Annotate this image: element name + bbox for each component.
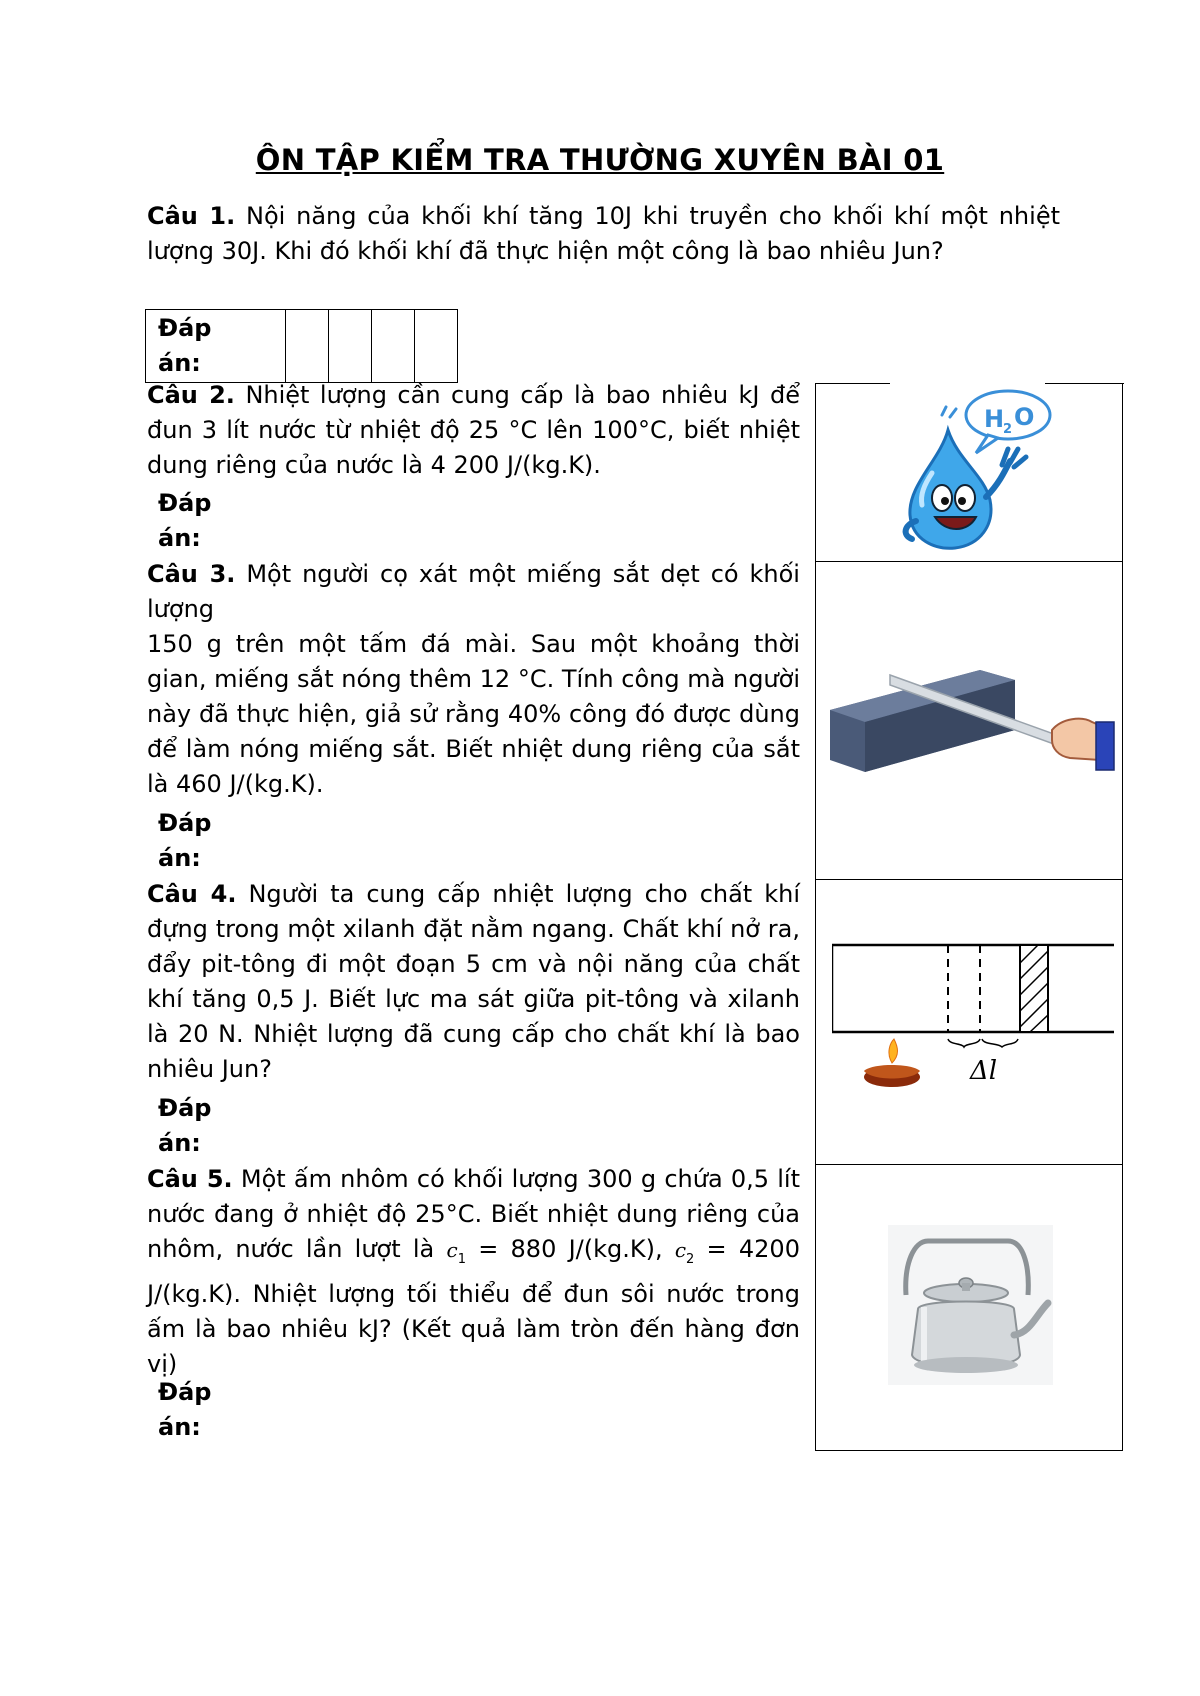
answer-label-3	[158, 806, 211, 876]
question-3-label: Câu 3.	[147, 560, 236, 588]
answer-label-line1: Đáp	[158, 314, 212, 342]
c1-symbol: c	[446, 1238, 458, 1262]
answer-box-2[interactable]	[329, 310, 372, 383]
question-2-label: Câu 2.	[147, 381, 235, 409]
answer-label-2-line2: án:	[158, 524, 201, 552]
c2-subscript: 2	[686, 1251, 695, 1267]
answer-box-4[interactable]	[415, 310, 458, 383]
answer-grid-1	[145, 309, 458, 383]
question-2-text: Nhiệt lượng cần cung cấp là bao nhiêu kJ để đun 3 lít nước từ nhiệt độ 25 °C lên 100°C, biết nhiệt dung riêng của nước là 4 200 J/(kg.K).	[147, 381, 800, 479]
answer-label-4	[158, 1091, 211, 1161]
question-1-text: Nội năng của khối khí tăng 10J khi truyền cho khối khí một nhiệt lượng 30J. Khi đó khối khí đã thực hiện một công là bao nhiêu Jun?	[147, 202, 1060, 265]
c2-symbol: c	[674, 1238, 687, 1262]
answer-label-2-line1: Đáp	[158, 489, 212, 517]
question-2	[147, 378, 800, 483]
question-1	[147, 199, 1060, 269]
question-4-label: Câu 4.	[147, 880, 237, 908]
answer-label-4-line1: Đáp	[158, 1094, 212, 1122]
answer-label-4-line2: án:	[158, 1129, 201, 1157]
kettle-icon	[888, 1225, 1053, 1385]
question-3	[147, 557, 800, 802]
water-drop-mascot-icon	[880, 385, 1060, 555]
question-5	[147, 1162, 800, 1382]
question-4	[147, 877, 800, 1087]
whetstone-icon	[830, 660, 1115, 790]
answer-label-5	[158, 1375, 211, 1445]
answer-label-3-line2: án:	[158, 844, 201, 872]
question-4-text: Người ta cung cấp nhiệt lượng cho chất khí đựng trong một xilanh đặt nằm ngang. Chất khí nở ra, đẩy pit-tông đi một đoạn 5 cm và nội năng của chất khí tăng 0,5 J. Biết lực ma sát giữa pit-tông và xilanh là 20 N. Nhiệt lượng đã cung cấp cho chất khí là bao nhiêu Jun?	[147, 880, 800, 1083]
question-5-label: Câu 5.	[147, 1165, 233, 1193]
answer-label-5-line2: án:	[158, 1413, 201, 1441]
question-1-label: Câu 1.	[147, 202, 236, 230]
answer-label-line2: án:	[158, 349, 201, 377]
delta-l-label: Δl	[970, 1056, 998, 1086]
bubble-o: O	[1014, 403, 1035, 431]
answer-label-5-line1: Đáp	[158, 1378, 212, 1406]
page-title: ÔN TẬP KIỂM TRA THƯỜNG XUYÊN BÀI 01	[255, 143, 945, 177]
answer-box-1[interactable]	[286, 310, 329, 383]
question-5-text-c: = 4200 J/(kg.K). Nhiệt lượng tối thiểu để đun sôi nước trong ấm là bao nhiêu kJ? (Kết quả làm tròn đến hàng đơn vị)	[147, 1235, 800, 1378]
answer-box-3[interactable]	[372, 310, 415, 383]
cylinder-piston-diagram	[832, 935, 1117, 1095]
bubble-sub: 2	[1003, 422, 1013, 437]
question-5-text-a: Một ấm nhôm có khối lượng 300 g chứa 0,5 lít nước đang ở nhiệt độ 25°C. Biết nhiệt dung riêng của nhôm, nước lần lượt là	[147, 1165, 800, 1263]
question-5-text-b: = 880 J/(kg.K),	[478, 1235, 663, 1263]
bubble-h: H	[984, 405, 1005, 433]
question-3-text-b: 150 g trên một tấm đá mài. Sau một khoảng thời gian, miếng sắt nóng thêm 12 °C. Tính công mà người này đã thực hiện, giả sử rằng 40% công đó được dùng để làm nóng miếng sắt. Biết nhiệt dung riêng của sắt là 460 J/(kg.K).	[147, 630, 800, 798]
answer-label-3-line1: Đáp	[158, 809, 212, 837]
answer-label-2	[158, 486, 211, 556]
answer-label-1	[146, 310, 286, 383]
question-3-text-a: Một người cọ xát một miếng sắt dẹt có khối lượng	[147, 560, 800, 623]
c1-subscript: 1	[457, 1251, 466, 1267]
